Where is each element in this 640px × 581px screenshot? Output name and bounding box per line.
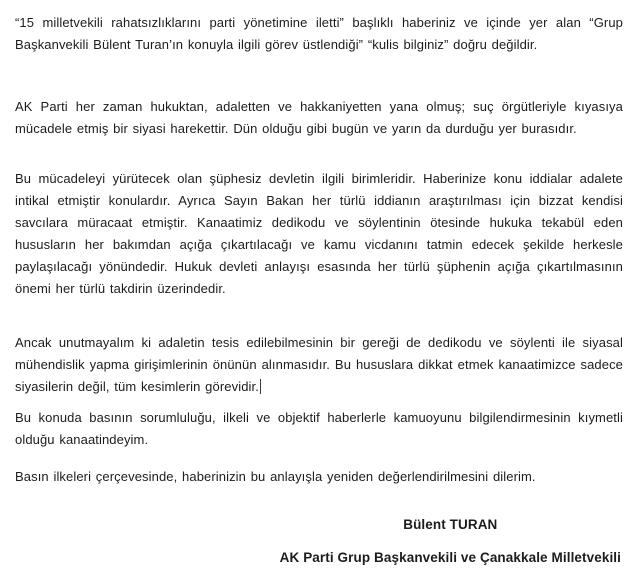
- paragraph-ak-parti-stance: AK Parti her zaman hukuktan, adaletten ve hakkaniyetten yana olmuş; suç örgütleriyle kıyasıya mücadele etmiş bir siyasi harekettir. Dün olduğu gibi bugün ve yarın da durduğu yer burasıdır.: [15, 99, 623, 136]
- paragraph-warning: [15, 332, 623, 398]
- text-cursor: [260, 379, 261, 394]
- paragraph-closing-request: Basın ilkeleri çerçevesinde, haberinizin bu anlayışla yeniden değerlendirilmesini dilerim.: [15, 469, 536, 484]
- paragraph-judiciary-process: Bu mücadeleyi yürütecek olan şüphesiz devletin ilgili birimleridir. Haberinize konu iddialar adalete intikal etmiştir konulardır. Ayrıca Sayın Bakan her türlü iddianın araştırılması için bizzat kendisi savcılara müracaat etmiştir. Kanaatimiz dedikodu ve söylentinin ötesinde hukuka tekabül eden hususların her bakımdan açığa çıkartılacağı ve kamu vicdanını tatmin edecek şekilde herkesle paylaşılacağı yönündedir. Hukuk devleti anlayışı esasında her türlü şüphenin açığa çıkartılmasının önemi her türlü takdirin üzerindedir.: [15, 171, 623, 296]
- signature-title: AK Parti Grup Başkanvekili ve Çanakkale Milletvekili: [279, 550, 621, 565]
- paragraph-warning-text: Ancak unutmayalım ki adaletin tesis edilebilmesinin bir gereği de dedikodu ve söylenti ile siyasal mühendislik yapma girişimlerinin önünün alınmasıdır. Bu hususlara dikkat etmek kanaatimizce sadece siyasilerin değil, tüm kesimlerin görevidir.: [15, 335, 623, 394]
- signature-inner: [280, 514, 621, 569]
- paragraph-headline-denial: “15 milletvekili rahatsızlıklarını parti yönetimine iletti” başlıklı haberiniz ve içinde yer alan “Grup Başkanvekili Bülent Turan’ın konuyla ilgili görev üstlendiği” “kulis bilginiz” doğru değildir.: [15, 15, 623, 52]
- signature-name: Bülent TURAN: [403, 517, 498, 532]
- signature-block: [15, 514, 623, 569]
- paragraph-press-responsibility: Bu konuda basının sorumluluğu, ilkeli ve objektif haberlerle kamuoyunu bilgilendirmesinin kıymetli olduğu kanaatindeyim.: [15, 410, 623, 447]
